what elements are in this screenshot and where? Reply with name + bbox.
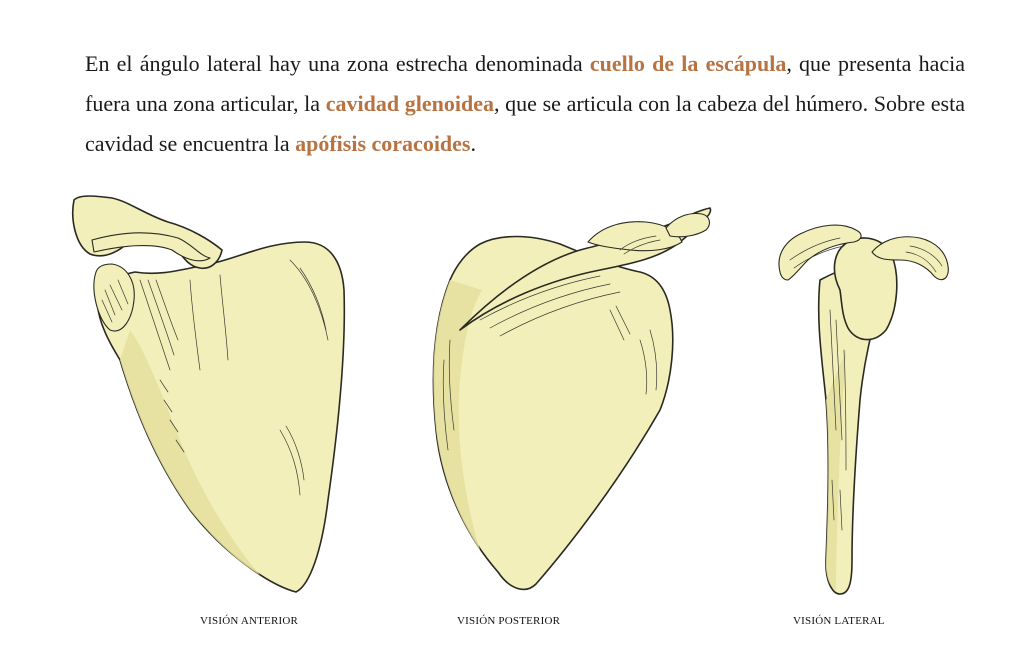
term-cuello-escapula: cuello de la escápula	[589, 51, 787, 76]
intro-text-1: En el ángulo lateral hay una zona estrecha denominada	[85, 51, 590, 76]
intro-paragraph	[85, 44, 965, 164]
scapula-lateral-illustration	[760, 180, 960, 600]
intro-text-3: , que se articula con la cabeza del húmero. Sobre esta cavidad se encuentra la	[85, 91, 965, 156]
term-cavidad-glenoidea: cavidad glenoidea	[325, 91, 494, 116]
intro-text-2: , que presenta hacia fuera una zona articular, la	[85, 51, 965, 116]
figure-posterior	[420, 180, 720, 600]
figure-anterior	[60, 180, 360, 600]
term-apofisis-coracoides: apófisis coracoides	[295, 131, 471, 156]
scapula-posterior-illustration	[420, 180, 720, 600]
caption-posterior: VISIÓN POSTERIOR	[457, 615, 561, 627]
caption-lateral: VISIÓN LATERAL	[793, 615, 885, 627]
figure-lateral	[760, 180, 960, 600]
caption-anterior: VISIÓN ANTERIOR	[200, 615, 299, 627]
scapula-anterior-illustration	[60, 180, 360, 600]
intro-text-4: .	[470, 131, 476, 156]
